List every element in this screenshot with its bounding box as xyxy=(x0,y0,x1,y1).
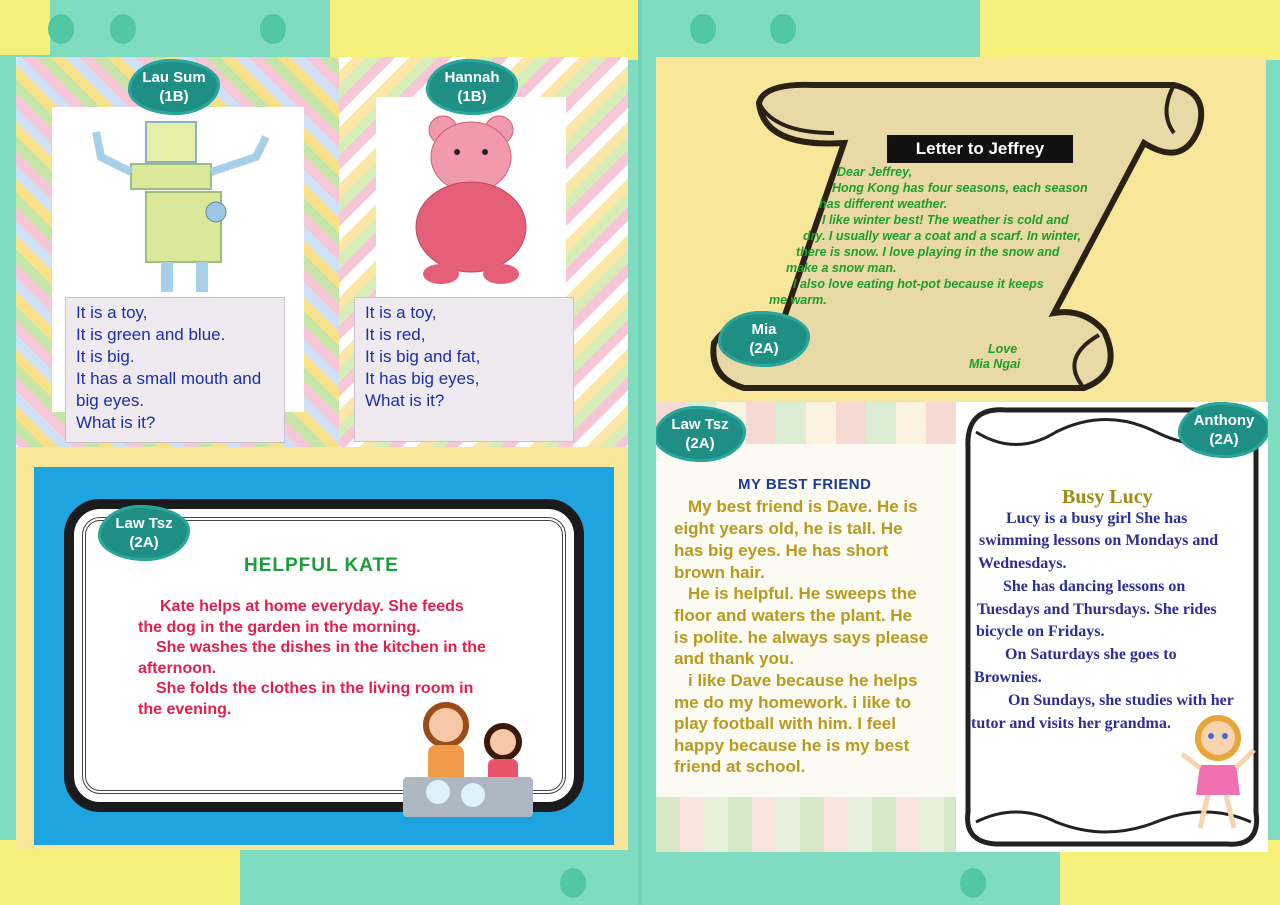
story-line: the dog in the garden in the morning. xyxy=(138,619,421,636)
drawing-2-caption xyxy=(354,297,574,442)
kids-washing-illustration xyxy=(398,697,548,827)
letter-line: I like winter best! The weather is cold and xyxy=(822,213,1069,227)
student-class: (2A) xyxy=(1209,431,1239,448)
student-name: Anthony xyxy=(1193,412,1255,429)
essay-line: has big eyes. He has short xyxy=(674,541,889,560)
student-class: (2A) xyxy=(749,340,779,357)
essay-line: me do my homework. i like to xyxy=(674,693,912,712)
essay-line: happy because he is my best xyxy=(674,736,910,755)
left-top-panel xyxy=(16,57,628,447)
caption-line: It is a toy, xyxy=(76,303,148,322)
student-name: Law Tsz xyxy=(671,416,729,433)
essay-line: floor and waters the plant. He xyxy=(674,606,913,625)
caption-line: It is big and fat, xyxy=(365,347,481,366)
letter-line: me warm. xyxy=(769,293,827,307)
letter-signature: Mia Ngai xyxy=(969,357,1021,371)
letter-line: has different weather. xyxy=(819,197,948,211)
background-shape xyxy=(0,0,50,55)
best-friend-panel xyxy=(656,402,956,852)
background-dot xyxy=(960,868,986,898)
letter-line: make a snow man. xyxy=(786,261,897,275)
caption-line: It is green and blue. xyxy=(76,325,226,344)
essay-line: and thank you. xyxy=(674,649,794,668)
busy-lucy-panel xyxy=(956,402,1268,852)
caption-line: It has a small mouth and xyxy=(76,369,262,388)
caption-line: It is a toy, xyxy=(365,303,437,322)
caption-line: big eyes. xyxy=(76,391,145,410)
story-line: the evening. xyxy=(138,701,232,718)
background-dot xyxy=(770,14,796,44)
story-line: Lucy is a busy girl She has xyxy=(1006,510,1188,527)
essay-line: He is helpful. He sweeps the xyxy=(688,584,917,603)
letter-line: there is snow. I love playing in the snow and xyxy=(796,245,1060,259)
essay-line: eight years old, he is tall. He xyxy=(674,519,903,538)
essay-title: MY BEST FRIEND xyxy=(738,476,872,493)
story-line: She folds the clothes in the living room in xyxy=(156,680,474,697)
essay-line: friend at school. xyxy=(674,757,806,776)
student-name: Lau Sum xyxy=(142,69,206,86)
story-line: afternoon. xyxy=(138,660,217,677)
letter-line: dry. I usually wear a coat and a scarf. In winter, xyxy=(803,229,1082,243)
story-line: Tuesdays and Thursdays. She rides xyxy=(977,601,1217,618)
letter-title: Letter to Jeffrey xyxy=(887,135,1073,163)
drawing-1-caption xyxy=(65,297,285,443)
story-line: Brownies. xyxy=(974,669,1042,686)
essay-line: My best friend is Dave. He is xyxy=(688,497,918,516)
background-dot xyxy=(690,14,716,44)
essay-line: brown hair. xyxy=(674,563,765,582)
caption-line: What is it? xyxy=(365,391,445,410)
background-dot xyxy=(560,868,586,898)
student-name: Mia xyxy=(751,321,777,338)
caption-line: What is it? xyxy=(76,413,156,432)
story-title: HELPFUL KATE xyxy=(244,555,399,576)
essay-line: i like Dave because he helps xyxy=(688,671,918,690)
student-class: (1B) xyxy=(457,88,487,105)
helpful-kate-panel xyxy=(16,447,628,850)
bear-drawing xyxy=(401,112,551,292)
page-divider xyxy=(638,0,642,905)
story-line: bicycle on Fridays. xyxy=(976,623,1105,640)
story-title: Busy Lucy xyxy=(1062,486,1153,508)
letter-line: Hong Kong has four seasons, each season xyxy=(832,181,1088,195)
background-dot xyxy=(110,14,136,44)
story-line: Wednesdays. xyxy=(978,555,1067,572)
student-class: (2A) xyxy=(685,435,715,452)
student-badge xyxy=(1178,402,1268,458)
student-class: (2A) xyxy=(129,534,159,551)
girl-illustration xyxy=(1178,710,1258,840)
student-badge xyxy=(656,406,746,462)
caption-line: It is big. xyxy=(76,347,135,366)
letter-line: I also love eating hot-pot because it keeps xyxy=(793,277,1044,291)
robot-drawing xyxy=(86,112,286,302)
background-shape xyxy=(980,0,1280,60)
letter-line: Dear Jeffrey, xyxy=(837,165,913,179)
story-line: Kate helps at home everyday. She feeds xyxy=(160,598,464,615)
floral-border-bottom xyxy=(656,797,956,852)
story-line: tutor and visits her grandma. xyxy=(971,715,1171,732)
story-line: swimming lessons on Mondays and xyxy=(979,532,1219,549)
student-class: (1B) xyxy=(159,88,189,105)
background-dot xyxy=(260,14,286,44)
background-dot xyxy=(48,14,74,44)
story-line: She has dancing lessons on xyxy=(1003,578,1186,595)
essay-line: is polite. he always says please xyxy=(674,628,929,647)
essay-line: play football with him. I feel xyxy=(674,714,896,733)
caption-line: It is red, xyxy=(365,325,426,344)
story-line: On Sundays, she studies with her xyxy=(1008,692,1234,709)
story-line: She washes the dishes in the kitchen in the xyxy=(156,639,486,656)
letter-closing: Love xyxy=(988,342,1018,356)
student-name: Law Tsz xyxy=(115,515,173,532)
letter-panel xyxy=(656,57,1266,402)
caption-line: It has big eyes, xyxy=(365,369,480,388)
background-shape xyxy=(330,0,640,60)
story-line: On Saturdays she goes to xyxy=(1005,646,1177,663)
student-name: Hannah xyxy=(444,69,500,86)
